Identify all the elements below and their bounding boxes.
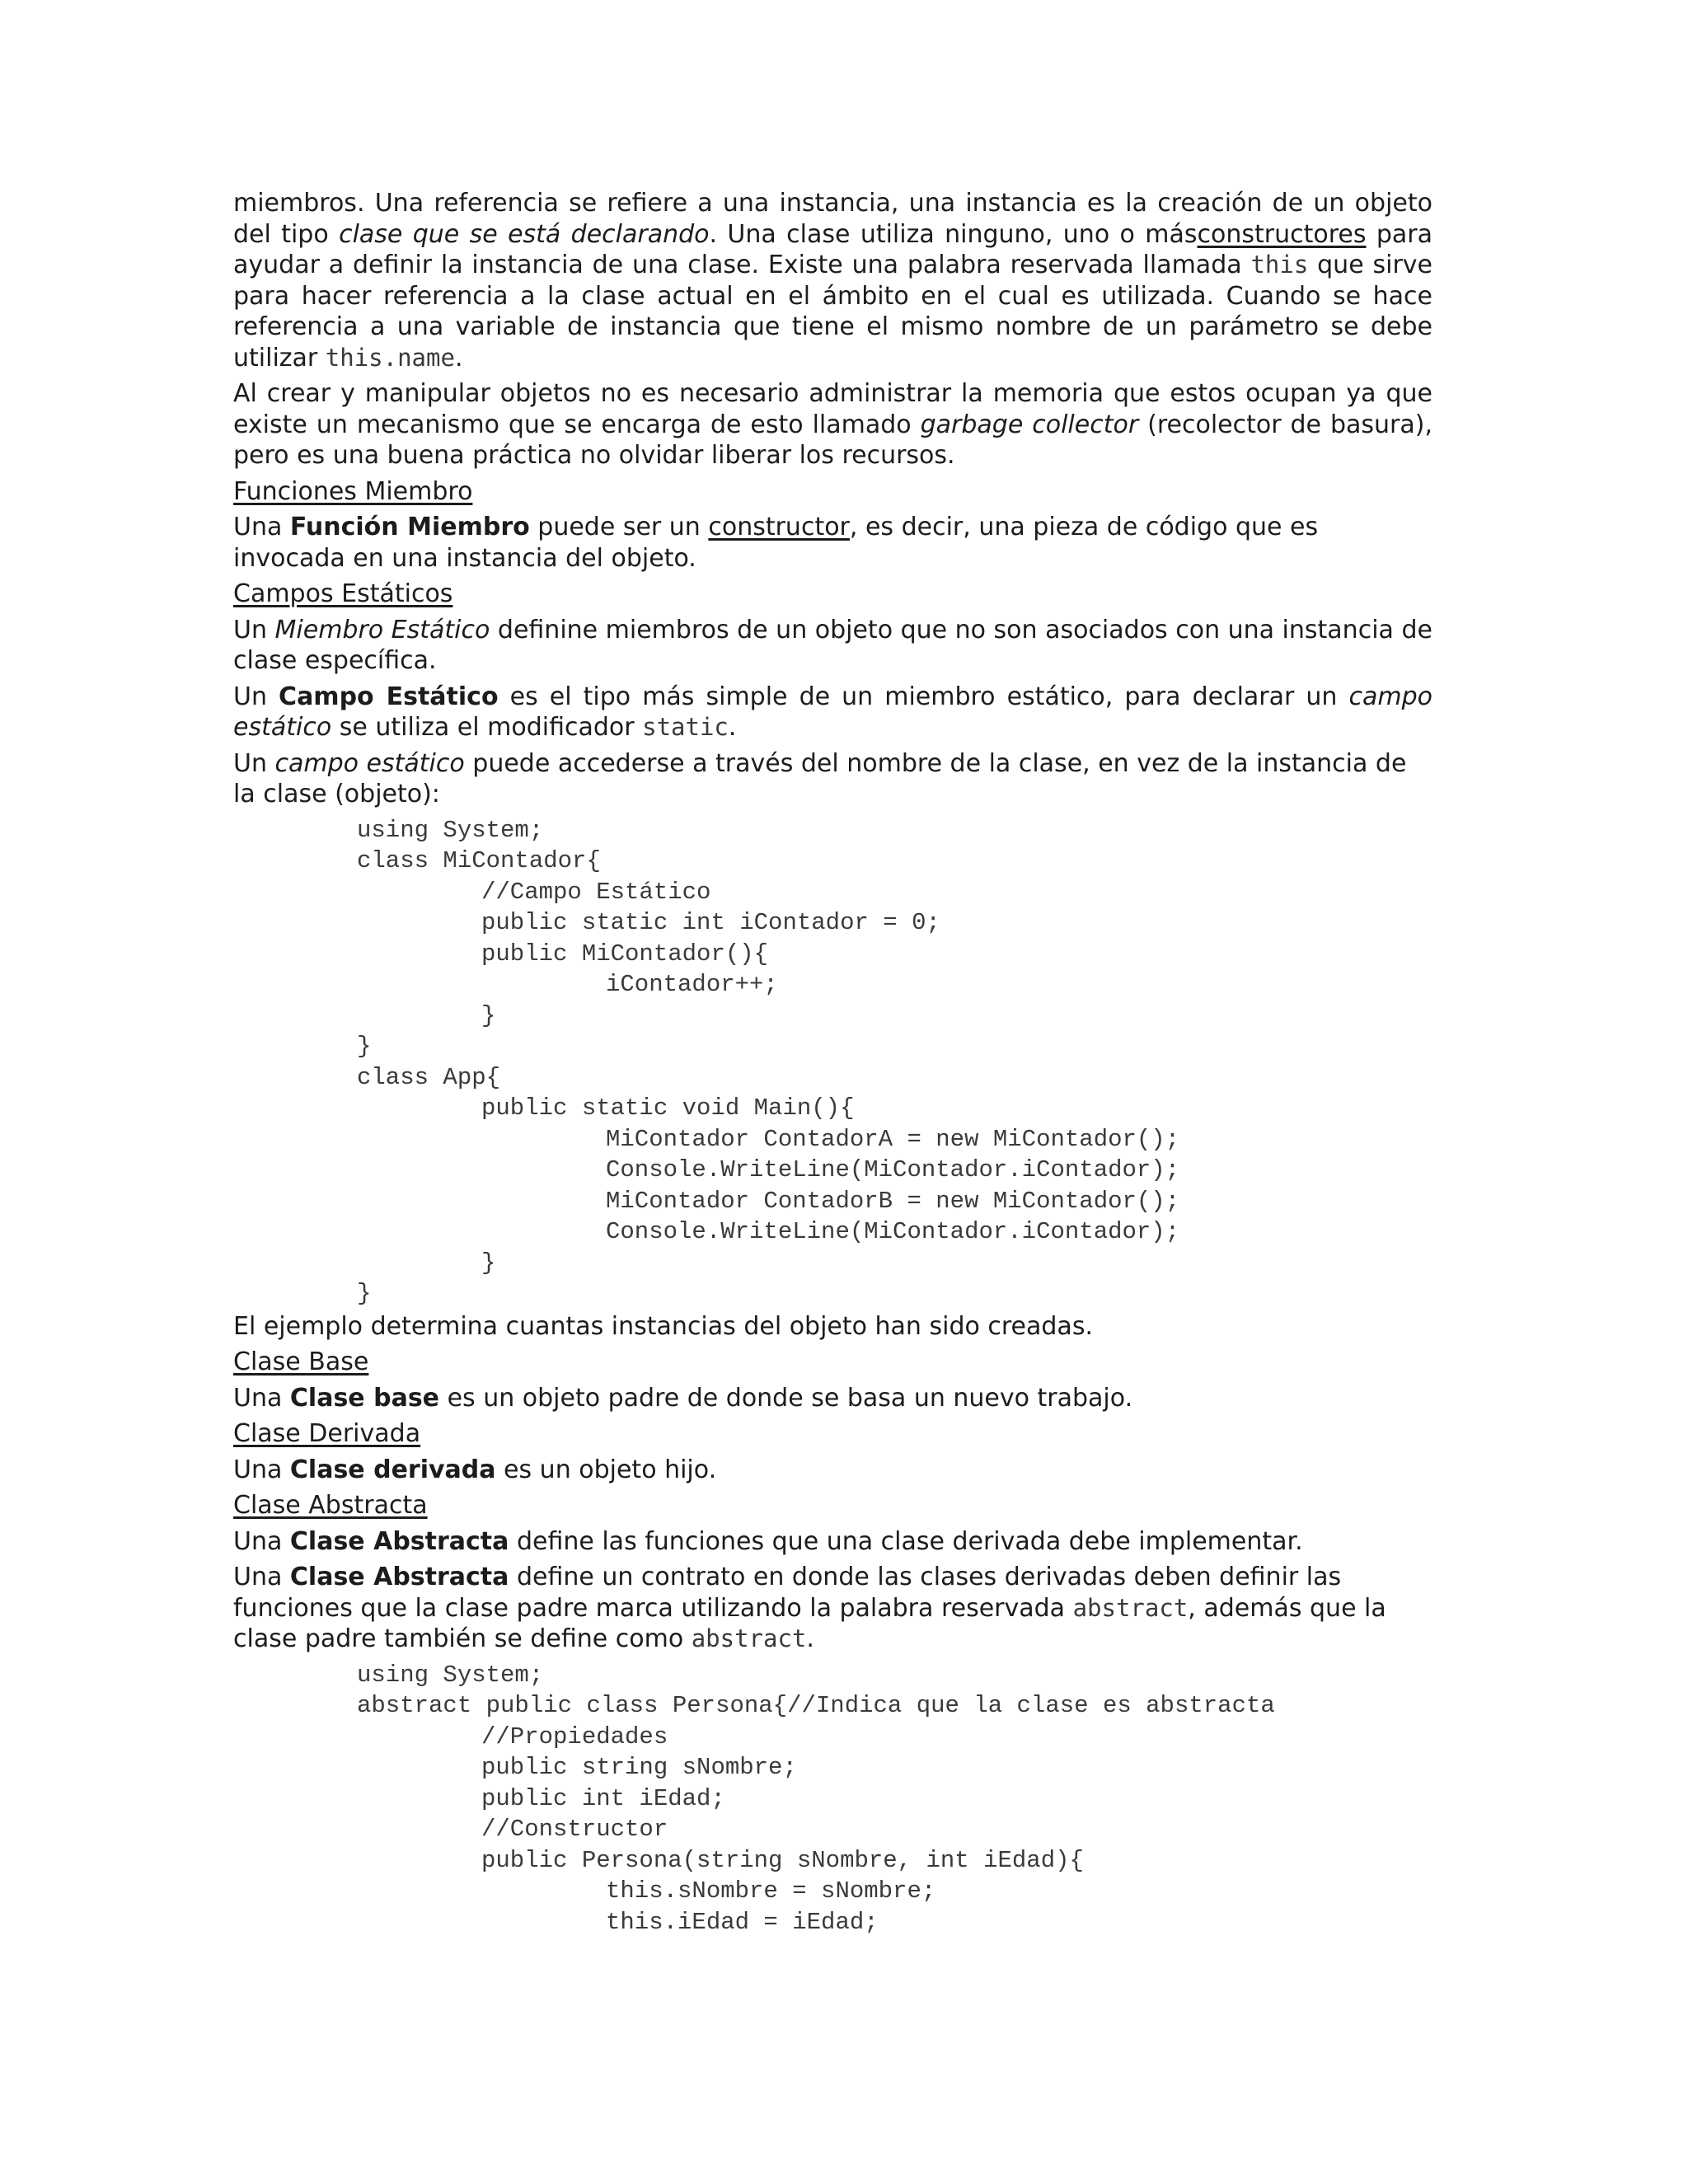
text: define las funciones que una clase derivada debe implementar. (509, 1526, 1303, 1556)
code-line: public Persona(string sNombre, int iEdad){ (481, 1846, 1084, 1874)
code-line: //Constructor (481, 1816, 668, 1843)
text: Una (233, 1526, 290, 1556)
code-line: using System; (357, 816, 544, 844)
text: Una (233, 1383, 290, 1413)
emphasis: garbage collector (920, 410, 1139, 439)
text: Al crear y manipular objetos no es necesario administrar la memoria que estos ocupan ya que existe un mecanismo que se encarga de esto llamado (233, 379, 1432, 439)
code-line: iContador++; (606, 971, 778, 998)
code-line: class App{ (357, 1063, 501, 1091)
text: es un objeto hijo. (495, 1455, 717, 1484)
heading-funciones-miembro: Funciones Miembro (233, 476, 473, 506)
paragraph-clase-derivada (233, 1455, 1432, 1486)
bold-term: Clase Abstracta (289, 1526, 509, 1556)
paragraph-instances (233, 188, 1432, 373)
bold-term: Campo Estático (279, 682, 499, 711)
text: puede ser un (529, 513, 709, 541)
code-line: using System; (357, 1661, 544, 1689)
code-line: public static int iContador = 0; (481, 909, 940, 936)
paragraph-clase-base (233, 1383, 1432, 1414)
link-constructores[interactable]: constructores (1197, 219, 1367, 249)
document-page (233, 188, 1432, 1939)
emphasis: Miembro Estático (274, 615, 490, 644)
text: que sirve para hacer referencia a la clase actual en el ámbito en el cual es utilizada. Cuando se hace referencia a una variable de instancia que tiene el mismo nombre de un parámetro se debe utilizar (233, 251, 1432, 373)
bold-term: Clase derivada (289, 1455, 496, 1484)
heading-campos-estaticos: Campos Estáticos (233, 579, 453, 608)
paragraph-funcion-miembro (233, 512, 1432, 574)
code-block-persona (233, 1660, 1432, 1938)
code-line: } (481, 1249, 496, 1277)
code-line: //Campo Estático (481, 878, 711, 906)
code-line: public string sNombre; (481, 1754, 797, 1781)
code-block-micontador (233, 815, 1432, 1310)
inline-code: static (642, 713, 729, 741)
text: Una (233, 513, 290, 541)
inline-code: this (1250, 251, 1309, 279)
inline-code: abstract (1072, 1593, 1189, 1622)
text: Una (233, 1563, 290, 1591)
text: , además que la clase padre también se define como (233, 1593, 1386, 1653)
bold-term: Clase Abstracta (289, 1563, 509, 1591)
inline-code: this.name (325, 343, 455, 372)
text: (recolector de basura), pero es una buena práctica no olvidar liberar los recursos. (233, 410, 1432, 470)
text: . Una clase utiliza ninguno, uno o más (709, 219, 1198, 249)
text: es un objeto padre de donde se basa un nuevo trabajo. (439, 1383, 1133, 1413)
link-constructor[interactable]: constructor (708, 513, 850, 541)
text: Un (233, 682, 279, 711)
code-line: public int iEdad; (481, 1784, 725, 1812)
text: . (806, 1624, 814, 1653)
emphasis: campo estático (274, 748, 465, 778)
text: para ayudar a definir la instancia de una clase. Existe una palabra reservada llamada (233, 219, 1433, 279)
paragraph-garbage-collector (233, 378, 1432, 471)
text: es el tipo más simple de un miembro estático, para declarar un (498, 682, 1349, 711)
inline-code: abstract (691, 1624, 807, 1652)
paragraph-example-note: El ejemplo determina cuantas instancias del objeto han sido creadas. (233, 1311, 1093, 1341)
text: Un (233, 615, 275, 644)
code-line: this.iEdad = iEdad; (606, 1908, 879, 1936)
text: puede accederse a través del nombre de la clase, en vez de la instancia de la clase (objeto): (233, 748, 1407, 808)
bold-term: Función Miembro (289, 513, 530, 541)
code-line: MiContador ContadorB = new MiContador(); (606, 1187, 1180, 1215)
text: define un contrato en donde las clases derivadas deben definir las funciones que la clase padre marca utilizando la palabra reservada (233, 1563, 1342, 1623)
code-line: Console.WriteLine(MiContador.iContador); (606, 1218, 1180, 1245)
code-line: } (357, 1280, 372, 1307)
paragraph-contrato-abstracto (233, 1562, 1432, 1655)
text: . (728, 713, 737, 742)
text: , es decir, una pieza de código que es invocada en una instancia del objeto. (233, 513, 1319, 573)
text: . (454, 343, 463, 373)
heading-clase-derivada: Clase Derivada (233, 1419, 421, 1448)
code-line: } (481, 1001, 496, 1029)
text: Un (233, 748, 275, 778)
emphasis: clase que se está declarando (339, 219, 710, 249)
emphasis: campo estático (233, 682, 1432, 742)
code-line: MiContador ContadorA = new MiContador(); (606, 1125, 1180, 1153)
code-line: this.sNombre = sNombre; (606, 1877, 936, 1905)
code-line: abstract public class Persona{//Indica que la clase es abstracta (357, 1692, 1275, 1719)
heading-clase-abstracta: Clase Abstracta (233, 1491, 428, 1520)
code-line: Console.WriteLine(MiContador.iContador); (606, 1156, 1180, 1183)
text: Una (233, 1455, 290, 1484)
paragraph-acceso-campo (233, 748, 1432, 810)
code-line: public MiContador(){ (481, 940, 769, 968)
paragraph-miembro-estatico (233, 615, 1432, 677)
code-line: public static void Main(){ (481, 1094, 855, 1122)
bold-term: Clase base (289, 1383, 440, 1413)
text: se utiliza el modificador (331, 713, 643, 742)
code-line: class MiContador{ (357, 847, 601, 874)
heading-clase-base: Clase Base (233, 1347, 369, 1376)
paragraph-campo-estatico (233, 682, 1432, 743)
code-line: //Propiedades (481, 1722, 668, 1750)
text: miembros. Una referencia se refiere a una instancia, una instancia es la creación de un objeto del tipo (233, 189, 1432, 249)
text: definine miembros de un objeto que no son asociados con una instancia de clase específica. (233, 615, 1432, 675)
paragraph-clase-abstracta (233, 1526, 1432, 1558)
code-line: } (357, 1033, 372, 1060)
